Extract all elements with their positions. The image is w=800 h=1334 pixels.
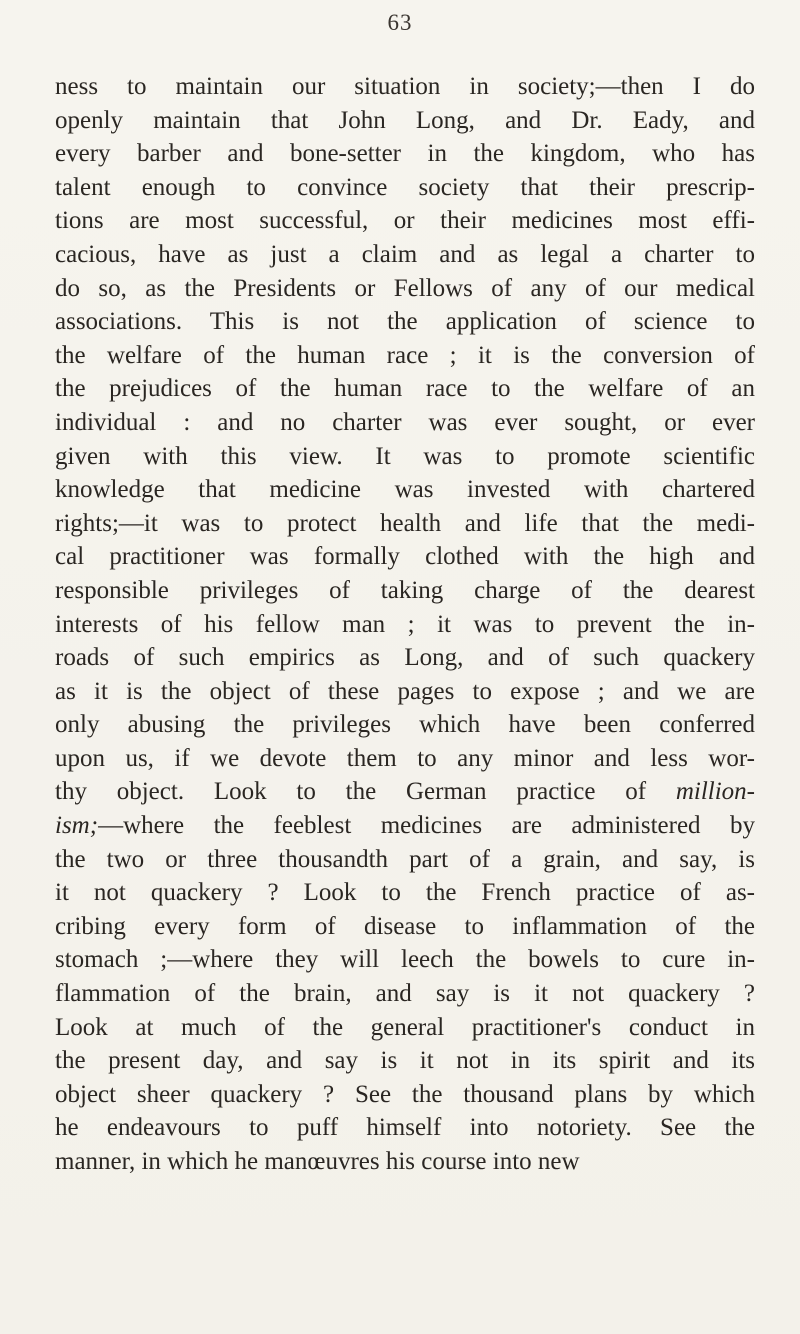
text-line: individual : and no charter was ever sought, or ever xyxy=(55,408,755,436)
text-line: talent enough to convince society that their prescrip- xyxy=(55,173,755,201)
text-line: interests of his fellow man ; it was to prevent the in- xyxy=(55,610,755,638)
text-line: openly maintain that John Long, and Dr. Eady, and xyxy=(55,106,755,134)
text-line: as it is the object of these pages to expose ; and we are xyxy=(55,677,755,705)
text-line: flammation of the brain, and say is it not quackery ? xyxy=(55,980,755,1008)
text-line: the present day, and say is it not in its spirit and its xyxy=(55,1047,755,1075)
text-line: cacious, have as just a claim and as legal a charter to xyxy=(55,240,755,268)
text-line: rights;—it was to protect health and life that the medi- xyxy=(55,509,755,537)
text-line: knowledge that medicine was invested with chartered xyxy=(55,476,755,504)
text-line: the prejudices of the human race to the welfare of an xyxy=(55,375,755,403)
text-line-mixed xyxy=(55,775,755,809)
text-line: stomach ;—where they will leech the bowels to cure in- xyxy=(55,946,755,974)
text-line: the two or three thousandth part of a grain, and say, is xyxy=(55,845,755,873)
italic-run: million- xyxy=(675,778,755,806)
text-line: every barber and bone-setter in the kingdom, who has xyxy=(55,140,755,168)
text-line: object sheer quackery ? See the thousand plans by which xyxy=(55,1080,755,1108)
text-line: roads of such empirics as Long, and of such quackery xyxy=(55,644,755,672)
text-run: thy object. Look to the German practice of xyxy=(55,778,676,806)
text-line: given with this view. It was to promote scientific xyxy=(55,442,755,470)
text-line: only abusing the privileges which have been conferred xyxy=(55,711,755,739)
text-line: do so, as the Presidents or Fellows of any of our medical xyxy=(55,274,755,302)
text-line: he endeavours to puff himself into notoriety. See the xyxy=(55,1114,755,1142)
page-number: 63 xyxy=(387,10,413,35)
italic-run: ism; xyxy=(55,812,99,840)
text-line: cribing every form of disease to inflammation of the xyxy=(55,912,755,940)
text-line: upon us, if we devote them to any minor and less wor- xyxy=(55,744,755,772)
body-text xyxy=(55,70,755,1179)
text-line: tions are most successful, or their medicines most effi- xyxy=(55,207,755,235)
text-run: —where the feeblest medicines are administered by xyxy=(98,812,755,840)
text-line: associations. This is not the application of science to xyxy=(55,308,755,336)
text-line: manner, in which he manœuvres his course into new xyxy=(55,1148,580,1175)
text-line-mixed xyxy=(55,809,755,843)
text-line: it not quackery ? Look to the French practice of as- xyxy=(55,879,755,907)
text-line: the welfare of the human race ; it is the conversion of xyxy=(55,341,755,369)
text-line: responsible privileges of taking charge of the dearest xyxy=(55,576,755,604)
text-line: ness to maintain our situation in society;—then I do xyxy=(55,73,755,100)
text-line: Look at much of the general practitioner's conduct in xyxy=(55,1013,755,1041)
text-line: cal practitioner was formally clothed with the high and xyxy=(55,543,755,571)
